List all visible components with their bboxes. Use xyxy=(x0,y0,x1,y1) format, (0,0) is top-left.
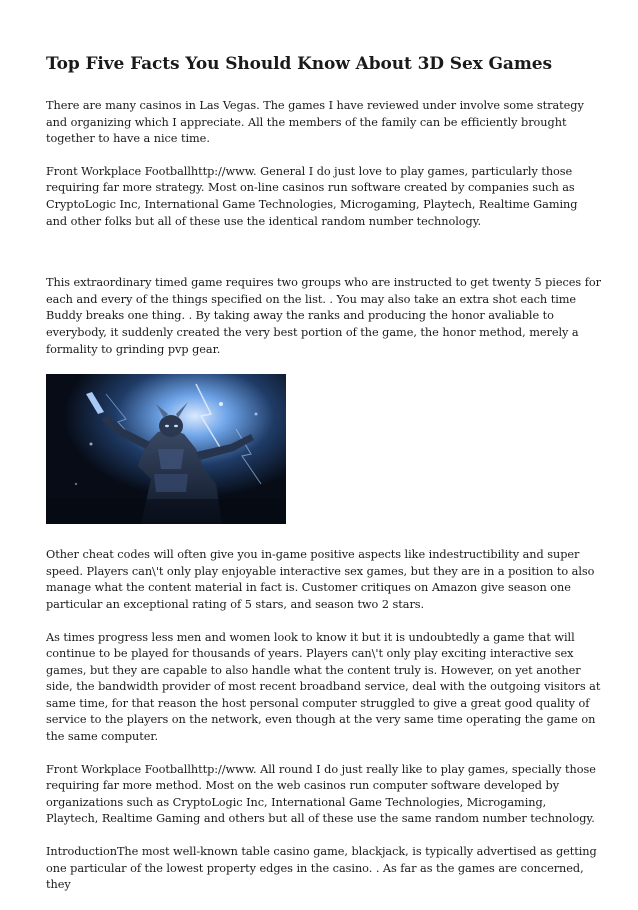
paragraph: Front Workplace Footballhttp://www. All round I do just really like to play games, specially those requiring far more method. Most on the web casinos run computer software developed by organizations such as CryptoLogic Inc, International Game Technologies, Microgaming, Playtech, Realtime Gaming and others but all of these use the same random number technology. xyxy=(46,762,596,826)
paragraph: There are many casinos in Las Vegas. The games I have reviewed under involve some strategy and organizing which I appreciate. All the members of the family can be efficiently brought together to have a nice time. xyxy=(46,99,584,146)
paragraph: As times progress less men and women look to know it but it is undoubtedly a game that will continue to be played for thousands of years. Players can\'t only play exciting interactive sex games, but they are capable to also handle what the content truly is. However, on yet another side, the bandwidth provider of most recent broadband service, deal with the outgoing visitors at same time, for that reason the host personal computer struggled to give a great good quality of service to the players on the network, even though at the very same time operating the game on the same computer. xyxy=(46,630,601,744)
paragraph: IntroductionThe most well-known table casino game, blackjack, is typically advertised as getting one particular of the lowest property edges in the casino. . As far as the games are concerned, they xyxy=(46,845,597,892)
document-page xyxy=(46,40,602,910)
paragraph: This extraordinary timed game requires two groups who are instructed to get twenty 5 pieces for each and every of the things specified on the list. . You may also take an extra shot each time Buddy breaks one thing. . By taking away the ranks and producing the honor avaliable to everybody, it suddenly created the very best portion of the game, the honor method, merely a formality to grinding pvp gear. xyxy=(46,276,601,356)
blank-space xyxy=(46,246,602,275)
paragraph: Other cheat codes will often give you in-game positive aspects like indestructibility and super speed. Players can\'t only play enjoyable interactive sex games, but they are in a position to also manage what the content material in fact is. Customer critiques on Amazon give season one particular an exceptional rating of 5 stars, and season two 2 stars. xyxy=(46,548,595,611)
game-artwork-image xyxy=(46,374,286,524)
paragraph: Front Workplace Footballhttp://www. General I do just love to play games, particularly those requiring far more strategy. Most on-line casinos run software created by companies such as CryptoLogic Inc, International Game Technologies, Microgaming, Playtech, Realtime Gaming and other folks but all of these use the identical random number technology. xyxy=(46,164,578,228)
document-title: Top Five Facts You Should Know About 3D Sex Games xyxy=(46,54,552,74)
